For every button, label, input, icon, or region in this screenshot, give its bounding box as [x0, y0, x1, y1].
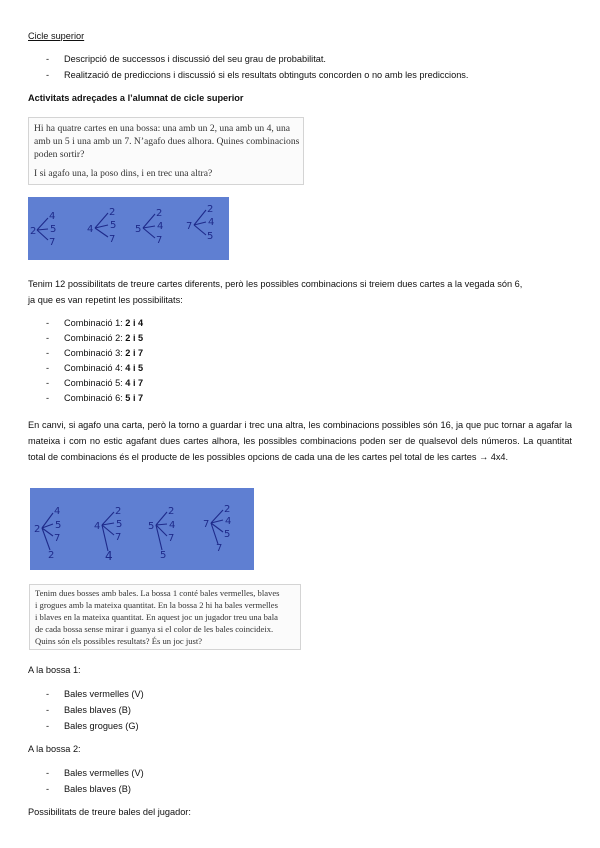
problem-2-line: Quins són els possibles resultats? És un joc just?: [35, 636, 203, 646]
bag-1-heading: A la bossa 1:: [28, 665, 81, 675]
problem-1-line: poden sortir?: [34, 149, 85, 160]
tree-2a-branch: 5: [55, 520, 62, 531]
tree-1d-root: 7: [186, 221, 193, 232]
problem-2-line: Tenim dues bosses amb bales. La bossa 1 conté bales vermelles, blaves: [35, 588, 280, 598]
tree-1d-branch: 2: [207, 204, 214, 215]
tree-2a-root: 2: [34, 524, 41, 535]
tree-2d-root: 7: [203, 519, 210, 530]
problem-1-line: I si agafo una, la poso dins, i en trec una altra?: [34, 168, 213, 179]
tree-2d-branch: 7: [216, 543, 223, 554]
problem-2-scan: [29, 584, 301, 650]
problem-1-line: Hi ha quatre cartes en una bossa: una amb un 2, una amb un 4, una: [34, 123, 291, 134]
tree-2c-branch: 4: [169, 520, 176, 531]
tree-1d-branch: 5: [207, 231, 214, 242]
tree-2c-branch: 7: [168, 533, 175, 544]
tree-2b-branch: 7: [115, 532, 122, 543]
problem-2-line: i blaves en la mateixa quantitat. En aquest joc un jugador treu una bala: [35, 612, 278, 622]
problem-2-line: de cada bossa sense mirar i guanya si el color de les bales coincideix.: [35, 624, 274, 634]
closing-heading: Possibilitats de treure bales del jugador:: [28, 807, 191, 817]
tree-1b-root: 4: [87, 224, 94, 235]
tree-2b-branch: 4: [105, 549, 113, 563]
tree-2c-branch: 2: [168, 506, 175, 517]
problem-1-scan: [28, 117, 304, 185]
paragraph-1-line: ja que es van repetint les possibilitats:: [28, 295, 183, 305]
tree-1a-branch: 4: [49, 211, 56, 222]
tree-diagram-1: [28, 197, 229, 260]
tree-1b-branch: 2: [109, 207, 116, 218]
tree-2a-branch: 2: [48, 550, 55, 561]
tree-1a-branch: 7: [49, 237, 56, 248]
paragraph-2: En canvi, si agafo una carta, però la torno a guardar i trec una altra, les combinacions possibles són 16, ja que puc tornar a agafar la mateixa i com no estic agafant dues cartes alhora, les possibles combinacions poden ser de qualsevol dels números. La quantitat total de combinacions és el producte de les possibles opcions de cada una de les cartes pel total de les cartes → 4x4.: [28, 420, 572, 462]
tree-2c-branch: 5: [160, 550, 167, 561]
tree-1d-branch: 4: [208, 217, 215, 228]
tree-diagram-photo-1: [28, 197, 229, 260]
tree-2b-branch: 5: [116, 519, 123, 530]
tree-diagram-2: [30, 488, 254, 570]
section-title: Cicle superior: [28, 31, 85, 41]
tree-1b-branch: 5: [110, 220, 117, 231]
tree-1b-branch: 7: [109, 234, 116, 245]
bag-2-heading: A la bossa 2:: [28, 744, 81, 754]
tree-2a-branch: 4: [54, 506, 61, 517]
tree-1a-root: 2: [30, 226, 37, 237]
problem-1-line: amb un 5 i una amb un 7. N’agafo dues alhora. Quines combinacions: [34, 136, 300, 147]
tree-1a-branch: 5: [50, 224, 57, 235]
tree-2b-branch: 2: [115, 506, 122, 517]
tree-1c-branch: 4: [157, 221, 164, 232]
tree-1c-branch: 7: [156, 235, 163, 246]
tree-diagram-photo-2: [30, 488, 254, 570]
problem-2-line: i grogues amb la mateixa quantitat. En la bossa 2 hi ha bales vermelles: [35, 600, 278, 610]
paragraph-1-line: Tenim 12 possibilitats de treure cartes diferents, però les possibles combinacions si treiem dues cartes a la vegada són 6,: [28, 279, 523, 289]
tree-2b-root: 4: [94, 521, 101, 532]
tree-1c-root: 5: [135, 224, 142, 235]
activities-heading: Activitats adreçades a l’alumnat de cicle superior: [28, 93, 244, 103]
tree-2a-branch: 7: [54, 533, 61, 544]
tree-2d-branch: 5: [224, 529, 231, 540]
tree-2d-branch: 4: [225, 516, 232, 527]
tree-1c-branch: 2: [156, 208, 163, 219]
tree-2c-root: 5: [148, 521, 155, 532]
tree-2d-branch: 2: [224, 504, 231, 515]
